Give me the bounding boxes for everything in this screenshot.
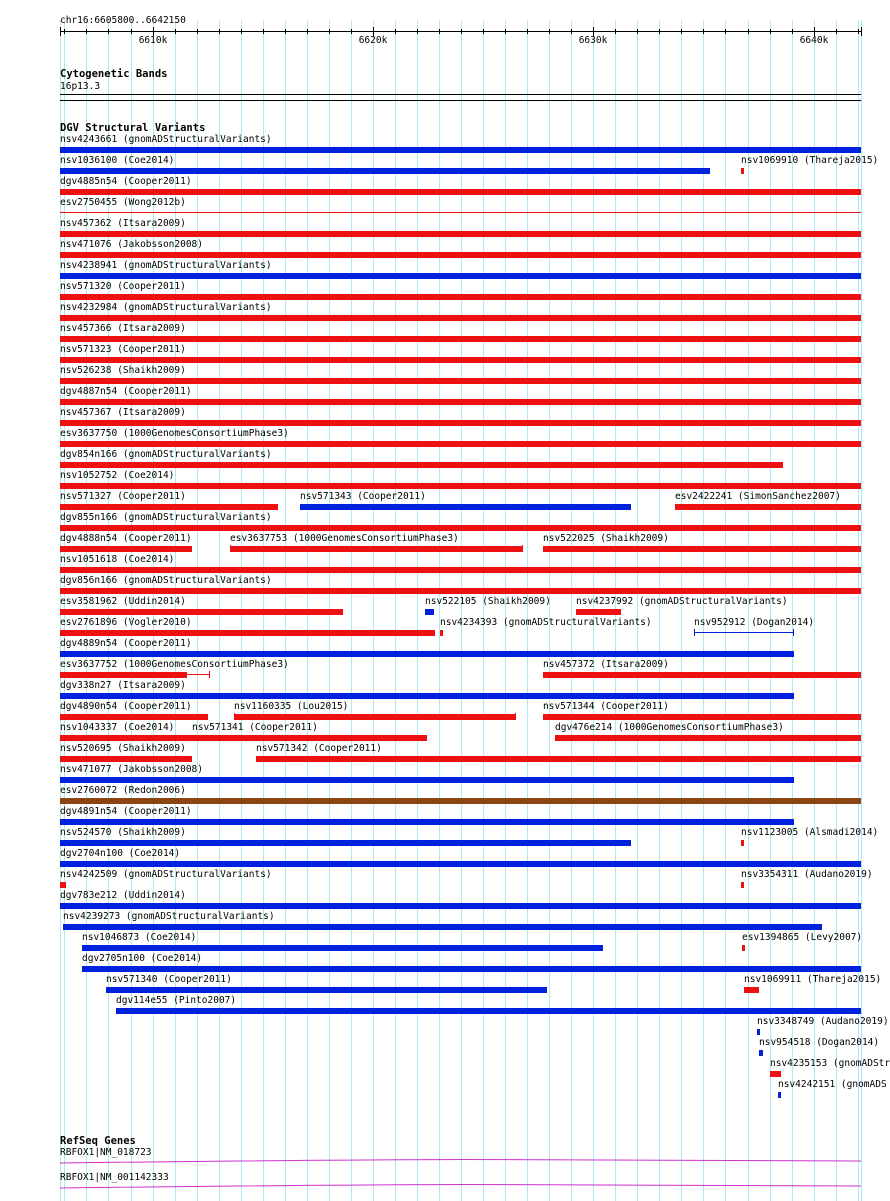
variant-label: dgv476e214 (1000GenomesConsortiumPhase3) — [555, 722, 784, 733]
ruler-minor-tick — [86, 29, 87, 34]
variant-label: nsv954518 (Dogan2014) — [759, 1037, 880, 1048]
variant-feature[interactable] — [741, 840, 744, 846]
variant-label: nsv522025 (Shaikh2009) — [543, 533, 669, 544]
variant-feature[interactable] — [116, 1008, 861, 1014]
ruler-minor-tick — [549, 29, 550, 34]
variant-label: nsv571341 (Cooper2011) — [192, 722, 318, 733]
variant-label: nsv571340 (Cooper2011) — [106, 974, 232, 985]
variant-label: nsv471076 (Jakobsson2008) — [60, 239, 203, 250]
variant-label: nsv1051618 (Coe2014) — [60, 554, 175, 565]
variant-feature[interactable] — [60, 399, 861, 405]
variant-label: nsv571344 (Cooper2011) — [543, 701, 669, 712]
ruler-minor-tick — [792, 29, 793, 34]
ruler-minor-tick — [417, 29, 418, 34]
variant-label: nsv457367 (Itsara2009) — [60, 407, 186, 418]
variant-label: nsv1052752 (Coe2014) — [60, 470, 175, 481]
gridline — [549, 20, 550, 1201]
cytoband-line-top — [60, 94, 861, 95]
variant-feature[interactable] — [744, 987, 759, 993]
variant-label: esv3637753 (1000GenomesConsortiumPhase3) — [230, 533, 459, 544]
dgv-track-title[interactable]: DGV Structural Variants — [60, 122, 206, 134]
variant-feature[interactable] — [60, 903, 861, 909]
gridline — [417, 20, 418, 1201]
ruler-tick-label: 6610k — [138, 35, 168, 46]
variant-label: nsv1043337 (Coe2014) — [60, 722, 175, 733]
variant-label: dgv114e55 (Pinto2007) — [116, 995, 237, 1006]
variant-feature[interactable] — [60, 693, 794, 699]
variant-feature[interactable] — [60, 567, 861, 573]
location-label: chr16:6605800..6642150 — [60, 15, 186, 26]
variant-feature[interactable] — [60, 525, 861, 531]
variant-feature[interactable] — [60, 840, 631, 846]
ruler-minor-tick — [219, 29, 220, 34]
gene-label: RBFOX1|NM_018723 — [60, 1147, 152, 1158]
ruler-minor-tick — [395, 29, 396, 34]
variant-feature[interactable] — [60, 273, 861, 279]
variant-label: dgv856n166 (gnomADStructuralVariants) — [60, 575, 272, 586]
variant-feature[interactable] — [60, 798, 861, 804]
ruler-minor-tick — [351, 29, 352, 34]
ruler-minor-tick — [703, 29, 704, 34]
variant-feature[interactable] — [60, 609, 343, 615]
ruler-minor-tick — [439, 29, 440, 34]
variant-end-cap — [209, 671, 210, 678]
variant-label: nsv571343 (Cooper2011) — [300, 491, 426, 502]
variant-label: nsv524570 (Shaikh2009) — [60, 827, 186, 838]
gridline — [373, 20, 374, 1201]
ruler-minor-tick — [637, 29, 638, 34]
variant-label: nsv4243661 (gnomADStructuralVariants) — [60, 134, 272, 145]
variant-feature[interactable] — [694, 632, 794, 633]
ruler-minor-tick — [505, 29, 506, 34]
variant-feature[interactable] — [425, 609, 434, 615]
gene-label: RBFOX1|NM_001142333 — [60, 1172, 169, 1183]
variant-end-cap — [793, 629, 794, 636]
gridline — [439, 20, 440, 1201]
variant-feature[interactable] — [440, 630, 443, 636]
gridline — [637, 20, 638, 1201]
variant-feature[interactable] — [60, 735, 192, 741]
variant-end-cap — [522, 545, 523, 552]
variant-feature[interactable] — [82, 945, 603, 951]
ruler-minor-tick — [483, 29, 484, 34]
ruler-minor-tick — [527, 29, 528, 34]
variant-end-cap — [694, 629, 695, 636]
variant-feature[interactable] — [60, 147, 861, 153]
variant-label: nsv571327 (Cooper2011) — [60, 491, 186, 502]
cytoband-line-bottom — [60, 100, 861, 101]
variant-feature[interactable] — [759, 1050, 763, 1056]
variant-feature[interactable] — [757, 1029, 760, 1035]
ruler-tick-label: 6620k — [358, 35, 388, 46]
variant-label: dgv4888n54 (Cooper2011) — [60, 533, 192, 544]
ruler-minor-tick — [131, 29, 132, 34]
ruler-tick-label: 6640k — [799, 35, 829, 46]
variant-feature[interactable] — [543, 714, 861, 720]
variant-label: dgv854n166 (gnomADStructuralVariants) — [60, 449, 272, 460]
variant-label: nsv520695 (Shaikh2009) — [60, 743, 186, 754]
variant-label: nsv1069910 (Thareja2015) — [741, 155, 879, 166]
variant-feature[interactable] — [60, 504, 278, 510]
gene-intron-line — [60, 1160, 861, 1164]
variant-label: nsv1160335 (Lou2015) — [234, 701, 349, 712]
ruler-minor-tick — [725, 29, 726, 34]
variant-label: dgv4889n54 (Cooper2011) — [60, 638, 192, 649]
variant-label: nsv4242509 (gnomADStructuralVariants) — [60, 869, 272, 880]
variant-feature[interactable] — [230, 546, 523, 552]
variant-label: dgv4885n54 (Cooper2011) — [60, 176, 192, 187]
variant-label: esv2760072 (Redon2006) — [60, 785, 186, 796]
variant-feature[interactable] — [60, 441, 861, 447]
variant-label: esv1394865 (Levy2007) — [742, 932, 863, 943]
variant-label: dgv855n166 (gnomADStructuralVariants) — [60, 512, 272, 523]
variant-label: esv3637750 (1000GenomesConsortiumPhase3) — [60, 428, 289, 439]
variant-feature[interactable] — [60, 336, 861, 342]
ruler-minor-tick — [461, 29, 462, 34]
gridline — [505, 20, 506, 1201]
variant-feature[interactable] — [256, 756, 861, 762]
ruler-tick-label: 6630k — [578, 35, 608, 46]
variant-feature[interactable] — [60, 588, 861, 594]
gene-model[interactable] — [60, 1158, 861, 1164]
variant-label: nsv471077 (Jakobsson2008) — [60, 764, 203, 775]
gridline — [659, 20, 660, 1201]
variant-label: nsv457372 (Itsara2009) — [543, 659, 669, 670]
variant-label: nsv4238941 (gnomADStructuralVariants) — [60, 260, 272, 271]
ruler-minor-tick — [285, 29, 286, 34]
ruler-minor-tick — [659, 29, 660, 34]
variant-label: nsv526238 (Shaikh2009) — [60, 365, 186, 376]
variant-label: nsv571323 (Cooper2011) — [60, 344, 186, 355]
variant-label: dgv783e212 (Uddin2014) — [60, 890, 186, 901]
variant-label: nsv571342 (Cooper2011) — [256, 743, 382, 754]
variant-label: nsv4237992 (gnomADStructuralVariants) — [576, 596, 788, 607]
variant-label: esv3581962 (Uddin2014) — [60, 596, 186, 607]
variant-label: nsv522105 (Shaikh2009) — [425, 596, 551, 607]
gene-model[interactable] — [60, 1183, 861, 1189]
variant-label: esv2422241 (SimonSanchez2007) — [675, 491, 841, 502]
variant-label: nsv1069911 (Thareja2015) — [744, 974, 882, 985]
variant-label: nsv4235153 (gnomADStr — [770, 1058, 890, 1069]
ruler-minor-tick — [858, 29, 859, 34]
cytoband-track-title[interactable]: Cytogenetic Bands — [60, 68, 168, 80]
ruler-minor-tick — [64, 29, 65, 34]
variant-feature[interactable] — [60, 651, 794, 657]
variant-label: dgv2704n100 (Coe2014) — [60, 848, 181, 859]
variant-feature[interactable] — [60, 672, 187, 678]
variant-feature[interactable] — [234, 714, 516, 720]
ruler-minor-tick — [307, 29, 308, 34]
variant-label: nsv457362 (Itsara2009) — [60, 218, 186, 229]
variant-label: esv2750455 (Wong2012b) — [60, 197, 186, 208]
variant-feature[interactable] — [60, 212, 861, 213]
variant-feature[interactable] — [60, 420, 861, 426]
gridline — [351, 20, 352, 1201]
gridline — [748, 20, 749, 1201]
variant-label: esv3637752 (1000GenomesConsortiumPhase3) — [60, 659, 289, 670]
variant-feature[interactable] — [60, 756, 192, 762]
variant-label: dgv338n27 (Itsara2009) — [60, 680, 186, 691]
variant-feature[interactable] — [60, 294, 861, 300]
gridline — [571, 20, 572, 1201]
variant-feature[interactable] — [60, 315, 861, 321]
gridline — [483, 20, 484, 1201]
ruler-minor-tick — [108, 29, 109, 34]
ruler-minor-tick — [175, 29, 176, 34]
cytoband-label: 16p13.3 — [60, 81, 101, 92]
variant-label: nsv1123005 (Alsmadi2014) — [741, 827, 879, 838]
variant-label: esv2761896 (Vogler2010) — [60, 617, 192, 628]
ruler-end-tick — [60, 27, 61, 36]
refseq-track-title[interactable]: RefSeq Genes — [60, 1135, 136, 1147]
variant-feature[interactable] — [82, 966, 861, 972]
variant-end-cap — [230, 545, 231, 552]
ruler-minor-tick — [748, 29, 749, 34]
variant-feature[interactable] — [60, 168, 710, 174]
ruler-minor-tick — [770, 29, 771, 34]
variant-feature[interactable] — [60, 861, 861, 867]
variant-feature[interactable] — [300, 504, 631, 510]
variant-end-cap — [515, 713, 516, 720]
variant-label: nsv3348749 (Audano2019) — [757, 1016, 889, 1027]
variant-feature[interactable] — [192, 735, 427, 741]
variant-feature[interactable] — [741, 882, 744, 888]
variant-feature[interactable] — [60, 714, 208, 720]
gridline — [527, 20, 528, 1201]
variant-label: dgv4890n54 (Cooper2011) — [60, 701, 192, 712]
gridline — [725, 20, 726, 1201]
variant-feature[interactable] — [60, 630, 435, 636]
variant-feature[interactable] — [60, 546, 192, 552]
ruler-minor-tick — [197, 29, 198, 34]
ruler-minor-tick — [571, 29, 572, 34]
ruler-minor-tick — [615, 29, 616, 34]
variant-label: nsv1036100 (Coe2014) — [60, 155, 175, 166]
variant-label: dgv4887n54 (Cooper2011) — [60, 386, 192, 397]
variant-feature[interactable] — [778, 1092, 781, 1098]
variant-end-cap — [234, 713, 235, 720]
ruler-minor-tick — [836, 29, 837, 34]
gridline — [681, 20, 682, 1201]
variant-label: nsv952912 (Dogan2014) — [694, 617, 815, 628]
variant-feature[interactable] — [60, 357, 861, 363]
variant-label: dgv2705n100 (Coe2014) — [82, 953, 203, 964]
variant-label: dgv4891n54 (Cooper2011) — [60, 806, 192, 817]
variant-label: nsv4234393 (gnomADStructuralVariants) — [440, 617, 652, 628]
ruler-minor-tick — [681, 29, 682, 34]
variant-label: nsv4232984 (gnomADStructuralVariants) — [60, 302, 272, 313]
variant-feature[interactable] — [555, 735, 861, 741]
variant-feature[interactable] — [770, 1071, 781, 1077]
variant-feature[interactable] — [742, 945, 745, 951]
variant-feature[interactable] — [675, 504, 861, 510]
variant-feature[interactable] — [60, 462, 783, 468]
variant-feature[interactable] — [60, 231, 861, 237]
gridline — [395, 20, 396, 1201]
variant-feature[interactable] — [60, 483, 861, 489]
variant-feature[interactable] — [60, 189, 861, 195]
variant-feature[interactable] — [60, 777, 794, 783]
ruler-minor-tick — [263, 29, 264, 34]
gridline — [461, 20, 462, 1201]
variant-feature[interactable] — [63, 924, 822, 930]
variant-label: nsv3354311 (Audano2019) — [741, 869, 873, 880]
variant-feature[interactable] — [60, 252, 861, 258]
variant-feature[interactable] — [543, 672, 861, 678]
variant-extension — [187, 674, 209, 675]
variant-label: nsv457366 (Itsara2009) — [60, 323, 186, 334]
variant-feature[interactable] — [576, 609, 621, 615]
variant-feature[interactable] — [741, 168, 744, 174]
variant-feature[interactable] — [60, 819, 794, 825]
ruler-minor-tick — [241, 29, 242, 34]
variant-feature[interactable] — [106, 987, 547, 993]
variant-label: nsv571320 (Cooper2011) — [60, 281, 186, 292]
ruler-end-tick — [861, 27, 862, 36]
variant-feature[interactable] — [60, 378, 861, 384]
gridline — [703, 20, 704, 1201]
variant-label: nsv4242151 (gnomADS — [778, 1079, 887, 1090]
variant-feature[interactable] — [543, 546, 861, 552]
variant-label: nsv4239273 (gnomADStructuralVariants) — [63, 911, 275, 922]
ruler-minor-tick — [329, 29, 330, 34]
gene-intron-line — [60, 1185, 861, 1189]
variant-label: nsv1046873 (Coe2014) — [82, 932, 197, 943]
variant-feature[interactable] — [60, 882, 66, 888]
